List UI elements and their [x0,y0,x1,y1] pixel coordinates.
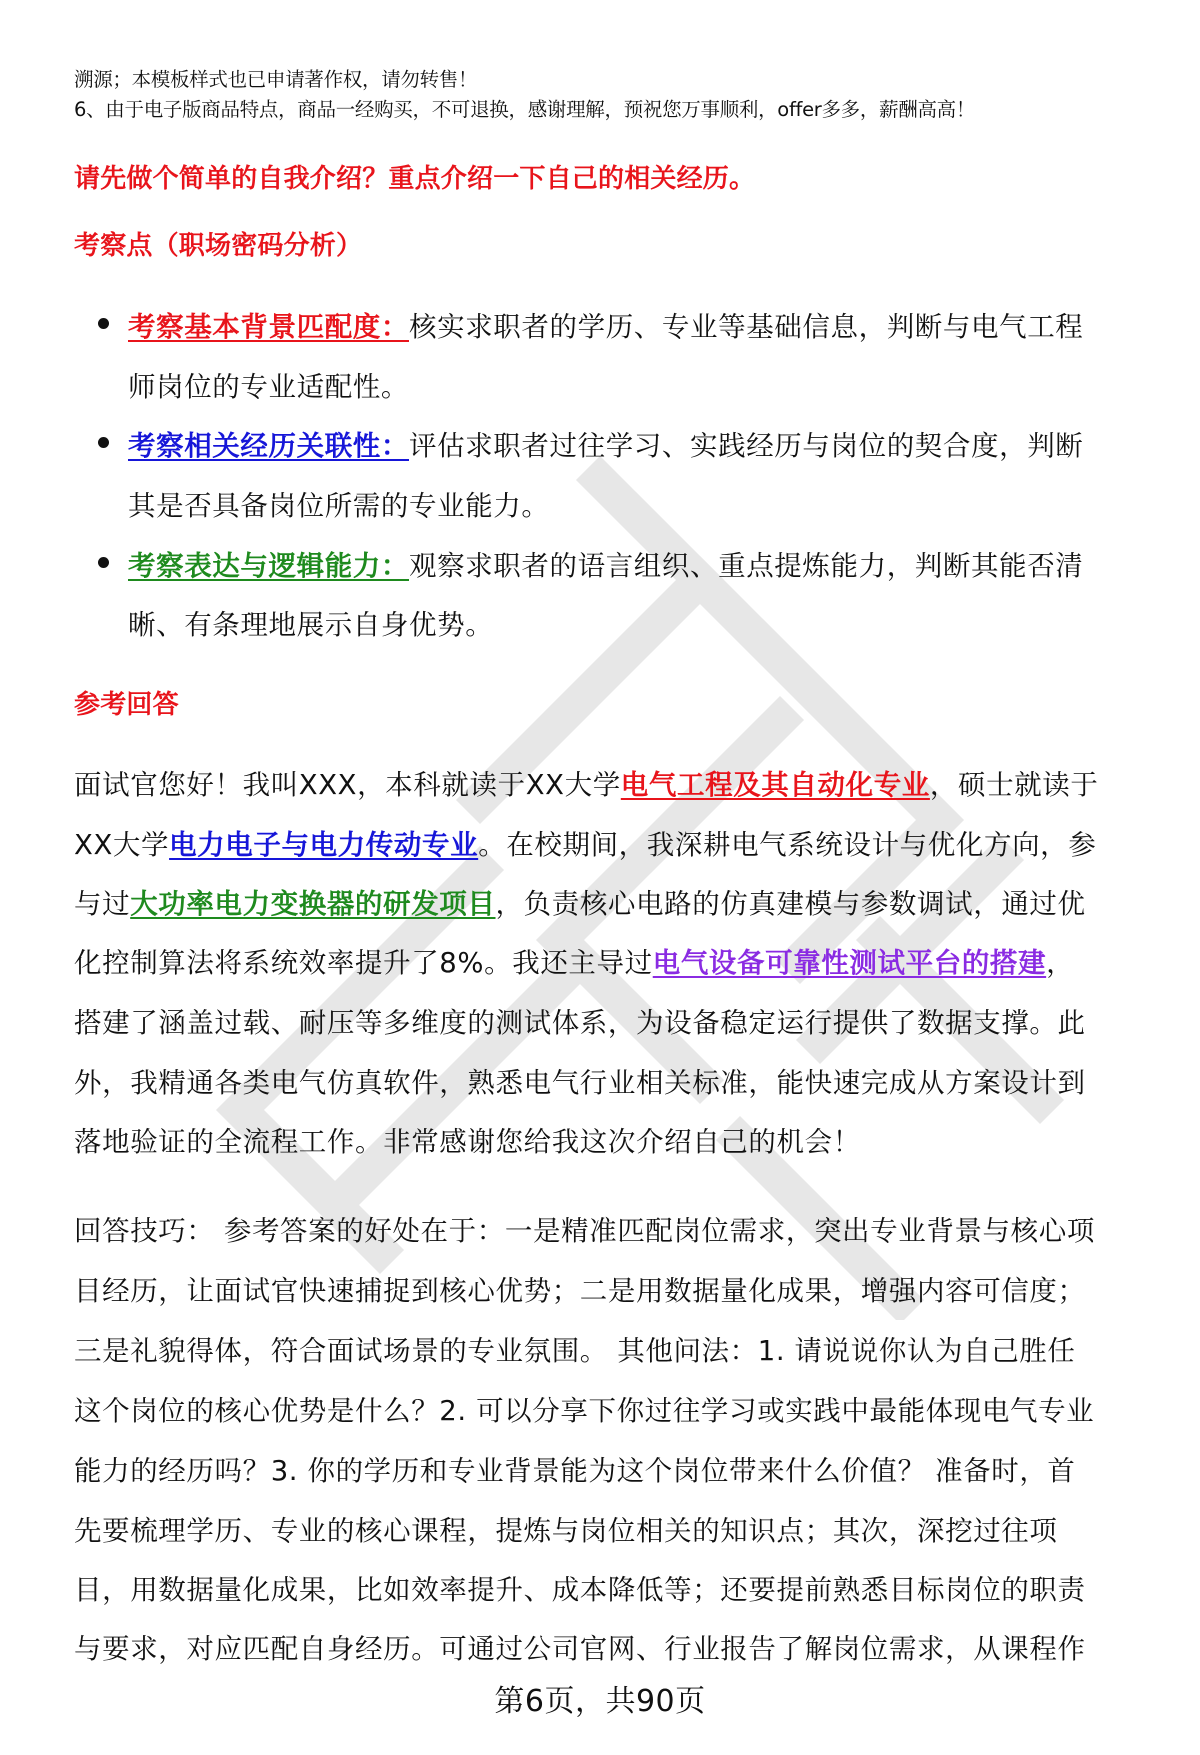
answer-text: ，负责核心电路的仿真建模与参数调试，通过优 [495,888,1086,920]
bullet-keyword: 考察基本背景匹配度： [128,311,409,343]
highlight-platform: 电气设备可靠性测试平台的搭建 [652,947,1047,979]
answer-text: ， [1046,947,1075,979]
bullet-dot-icon [98,318,109,329]
notice-line-1: 溯源；本模板样式也已申请著作权，请勿转售！ [74,68,478,91]
page-number: 第6页，共90页 [494,1684,706,1719]
answer-text: ，硕士就读于 [929,769,1099,801]
answer-line [74,822,1096,862]
tips-line: 这个岗位的核心优势是什么？2. 可以分享下你过往学习或实践中最能体现电气专业 [74,1395,1095,1427]
answer-line: 落地验证的全流程工作。非常感谢您给我这次介绍自己的机会！ [74,1126,861,1158]
answer-line [74,881,1086,921]
answer-text: XX大学 [74,829,170,861]
tips-line: 目，用数据量化成果，比如效率提升、成本降低等；还要提前熟悉目标岗位的职责 [74,1574,1086,1606]
bullet-text-continued: 晰、有条理地展示自身优势。 [128,609,494,641]
tips-line: 与要求，对应匹配自身经历。可通过公司官网、行业报告了解岗位需求，从课程作 [74,1633,1086,1665]
bullet-text: 核实求职者的学历、专业等基础信息，判断与电气工程 [409,311,1084,343]
bullet-text: 观察求职者的语言组织、重点提炼能力，判断其能否清 [409,550,1084,582]
analysis-heading: 考察点（职场密码分析） [74,231,363,261]
answer-text: 与过 [74,888,131,920]
answer-line: 搭建了涵盖过载、耐压等多维度的测试体系，为设备稳定运行提供了数据支撑。此 [74,1007,1086,1039]
tips-line: 三是礼貌得体，符合面试场景的专业氛围。 其他问法：1. 请说说你认为自己胜任 [74,1335,1076,1367]
bullet-text: 评估求职者过往学习、实践经历与岗位的契合度，判断 [409,430,1084,462]
bullet-text-continued: 师岗位的专业适配性。 [128,371,409,403]
answer-text: 化控制算法将系统效率提升了8%。我还主导过 [74,947,653,979]
highlight-bachelor-major: 电气工程及其自动化专业 [620,769,930,801]
question-title: 请先做个简单的自我介绍？重点介绍一下自己的相关经历。 [74,164,756,194]
highlight-project: 大功率电力变换器的研发项目 [130,888,496,920]
notice-line-2: 6、由于电子版商品特点，商品一经购买，不可退换，感谢理解，预祝您万事顺利，offer多多，薪酬高高！ [74,98,976,121]
bullet-keyword: 考察表达与逻辑能力： [128,550,409,582]
answer-line [74,762,1099,802]
tips-line: 目经历，让面试官快速捕捉到核心优势；二是用数据量化成果，增强内容可信度； [74,1275,1086,1307]
tips-line: 回答技巧： 参考答案的好处在于：一是精准匹配岗位需求，突出专业背景与核心项 [74,1215,1095,1247]
answer-line [74,940,1074,980]
answer-heading: 参考回答 [74,690,179,720]
tips-line: 能力的经历吗？3. 你的学历和专业背景能为这个岗位带来什么价值？ 准备时，首 [74,1455,1076,1487]
bullet-dot-icon [98,437,109,448]
bullet-line [128,423,1083,463]
answer-text: 。在校期间，我深耕电气系统设计与优化方向，参 [478,829,1097,861]
bullet-dot-icon [98,557,109,568]
tips-line: 先要梳理学历、专业的核心课程，提炼与岗位相关的知识点；其次，深挖过往项 [74,1515,1058,1547]
bullet-keyword: 考察相关经历关联性： [128,430,409,462]
highlight-master-major: 电力电子与电力传动专业 [169,829,479,861]
bullet-line [128,543,1083,583]
bullet-line [128,304,1083,344]
bullet-text-continued: 其是否具备岗位所需的专业能力。 [128,490,550,522]
answer-line: 外，我精通各类电气仿真软件，熟悉电气行业相关标准，能快速完成从方案设计到 [74,1067,1086,1099]
answer-text: 面试官您好！我叫XXX，本科就读于XX大学 [74,769,621,801]
